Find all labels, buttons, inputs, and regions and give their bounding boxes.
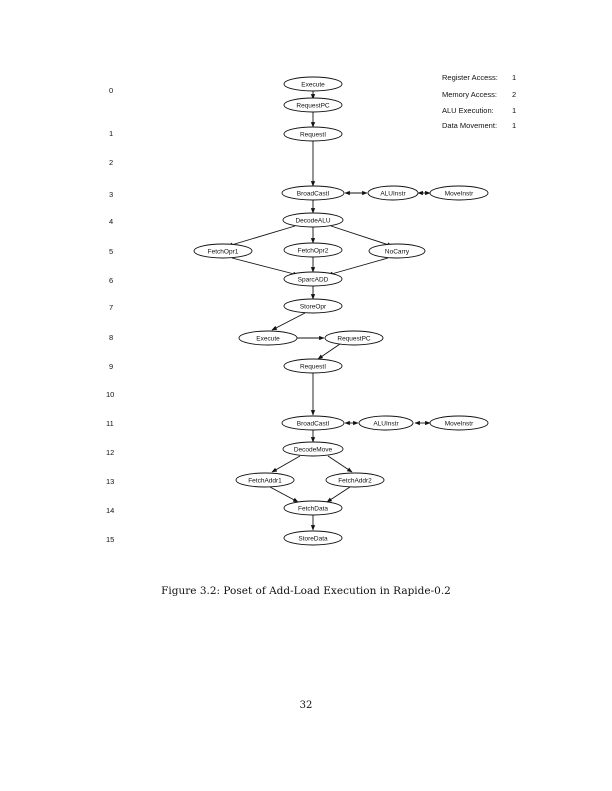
node-label: RequestPC — [337, 335, 371, 343]
node-label: FetchOpr2 — [297, 247, 329, 255]
page-number: 32 — [299, 700, 313, 711]
node-requesti — [284, 359, 342, 373]
node-fetchdata — [284, 501, 342, 515]
row-number: 11 — [106, 419, 114, 428]
node-moveinstr — [430, 186, 488, 200]
node-label: Execute — [301, 81, 325, 89]
node-label: BroadCastI — [296, 420, 330, 428]
row-number: 9 — [109, 362, 114, 371]
node-label: FetchAddr1 — [248, 477, 282, 485]
node-label: BroadCastI — [296, 190, 330, 198]
row-number: 5 — [109, 247, 114, 256]
node-label: StoreData — [298, 535, 328, 543]
node-aluinstr — [368, 186, 418, 200]
figure-caption: Figure 3.2: Poset of Add-Load Execution in Rapide-0.2 — [161, 585, 451, 597]
legend — [442, 73, 516, 130]
row-number: 1 — [109, 129, 114, 138]
node-label: FetchOpr1 — [207, 248, 239, 256]
node-nocarry — [369, 244, 425, 258]
edge — [318, 344, 340, 359]
node-decodealu — [283, 213, 343, 227]
node-fetchaddr2 — [326, 473, 384, 487]
row-number: 12 — [106, 448, 115, 457]
node-broadcasti — [282, 186, 344, 200]
node-decodemove — [283, 442, 343, 456]
node-aluinstr — [359, 416, 413, 430]
edge — [272, 313, 305, 330]
row-number: 13 — [106, 477, 115, 486]
row-number: 7 — [109, 303, 114, 312]
node-broadcasti — [282, 416, 344, 430]
node-fetchopr1 — [194, 244, 252, 258]
node-label: MoveInstr — [444, 420, 474, 428]
node-label: RequestI — [299, 363, 327, 371]
nodes — [194, 77, 488, 545]
node-fetchopr2 — [284, 243, 342, 257]
node-label: RequestPC — [296, 102, 330, 110]
legend-value: 1 — [512, 73, 517, 82]
node-label: NoCarry — [384, 248, 410, 256]
row-number: 2 — [109, 158, 114, 167]
node-label: FetchData — [298, 505, 328, 513]
row-number: 0 — [109, 86, 114, 95]
row-numbers — [106, 86, 114, 544]
edge — [228, 226, 295, 246]
node-execute — [239, 331, 297, 345]
edge — [272, 456, 300, 472]
legend-label: Register Access: — [442, 73, 498, 82]
node-label: ALUInstr — [373, 420, 399, 428]
node-sparcadd — [284, 272, 342, 286]
legend-value: 1 — [512, 121, 517, 130]
node-fetchaddr1 — [236, 473, 294, 487]
row-number: 10 — [106, 390, 115, 399]
edge — [328, 258, 388, 275]
edge — [328, 456, 352, 472]
legend-value: 1 — [512, 106, 517, 115]
edge — [232, 258, 298, 275]
node-label: DecodeALU — [295, 217, 331, 225]
node-label: DecodeMove — [293, 446, 333, 454]
legend-value: 2 — [512, 90, 517, 99]
node-requestpc — [325, 331, 383, 345]
node-label: StoreOpr — [299, 303, 327, 311]
node-moveinstr — [430, 416, 488, 430]
node-requestpc — [284, 98, 342, 112]
node-requesti — [284, 127, 342, 141]
node-label: ALUInstr — [380, 190, 406, 198]
row-number: 14 — [106, 506, 115, 515]
legend-label: ALU Execution: — [442, 106, 494, 115]
edge — [327, 487, 350, 502]
node-label: FetchAddr2 — [338, 477, 372, 485]
row-number: 6 — [109, 276, 114, 285]
node-label: RequestI — [299, 131, 327, 139]
row-number: 8 — [109, 333, 114, 342]
row-number: 3 — [109, 190, 114, 199]
edge — [270, 487, 298, 502]
node-label: Execute — [256, 335, 280, 343]
node-storedata — [284, 531, 342, 545]
legend-label: Memory Access: — [442, 90, 498, 99]
legend-label: Data Movement: — [442, 121, 498, 130]
node-execute — [284, 77, 342, 91]
row-number: 4 — [109, 217, 114, 226]
node-storeopr — [284, 299, 342, 313]
node-label: SparcADD — [297, 276, 329, 284]
node-label: MoveInstr — [444, 190, 474, 198]
row-number: 15 — [106, 535, 115, 544]
edge — [331, 226, 392, 246]
